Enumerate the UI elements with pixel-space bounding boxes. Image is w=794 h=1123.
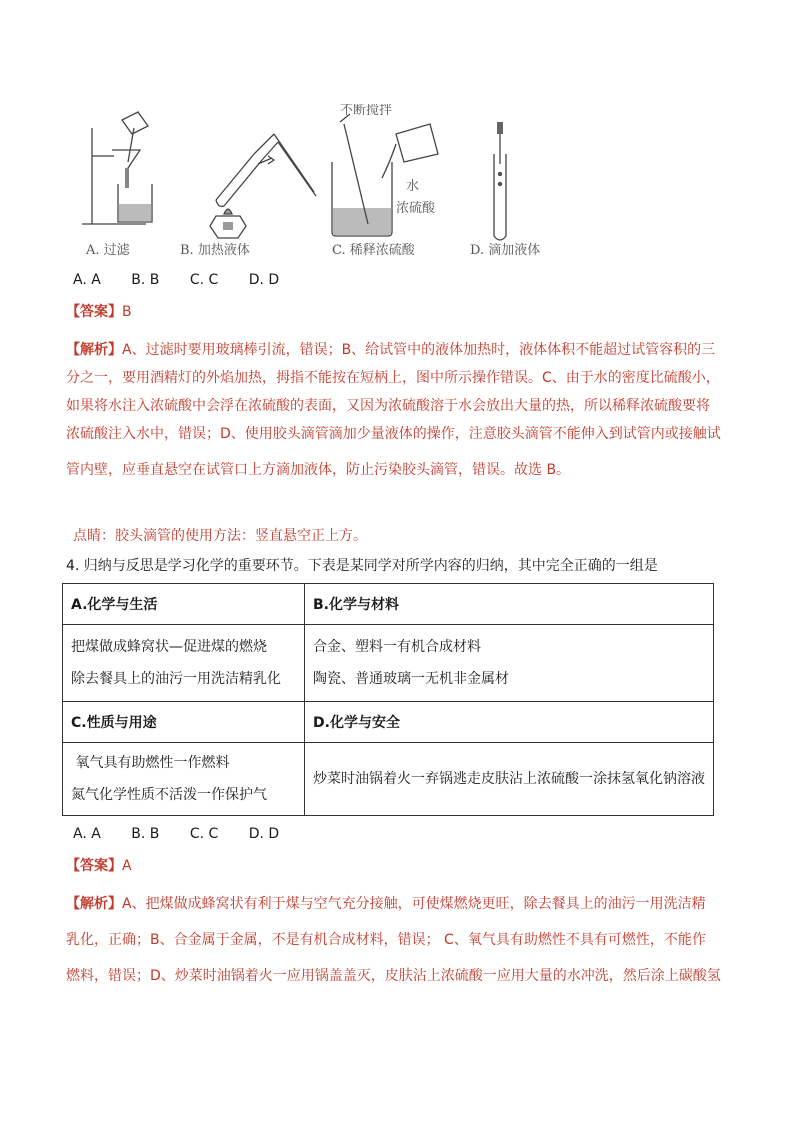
q4-cell-d-body — [305, 743, 714, 816]
q4-d-line-1: 炒菜时油锅着火一弃锅逃走皮肤沾上浓硫酸一涂抹氢氧化钠溶液 — [313, 771, 705, 787]
q4-c-line-2: 氮气化学性质不活泼一作保护气 — [71, 787, 267, 803]
caption-c: C. 稀释浓硫酸 — [332, 243, 415, 258]
q4-analysis-line-3: 燃料，错误；D、炒菜时油锅着火一应用锅盖盖灭，皮肤沾上浓硫酸一应用大量的水冲洗，然后涂上碳酸氢 — [66, 968, 721, 984]
q4-option-b: B. B — [131, 826, 160, 842]
q4-cell-b-body — [305, 625, 714, 702]
q4-analysis-line-1: A、把煤做成蜂窝状有利于煤与空气充分接触，可使煤燃烧更旺，除去餐具上的油污一用洗洁精 — [122, 896, 706, 912]
q3-options — [73, 270, 305, 290]
q3-analysis-line-3: 如果将水注入浓硫酸中会浮在浓硫酸的表面，又因为浓硫酸溶于水会放出大量的热，所以稀释浓硫酸要将 — [66, 398, 710, 414]
caption-a: A. 过滤 — [86, 243, 130, 258]
q4-c-line-1: 氧气具有助燃性一作燃料 — [71, 755, 230, 771]
q4-cell-b-title: B.化学与材料 — [305, 584, 714, 625]
figure-label-water: 水 — [406, 179, 420, 194]
heating-liquid-apparatus — [210, 134, 316, 238]
q4-cell-d-title: D.化学与安全 — [305, 702, 714, 743]
q3-option-a: A. A — [73, 272, 101, 288]
caption-d: D. 滴加液体 — [470, 243, 541, 258]
q4-option-d: D. D — [248, 826, 280, 842]
q4-cell-a-title: A.化学与生活 — [63, 584, 305, 625]
q3-analysis-line-1: A、过滤时要用玻璃棒引流，错误；B、给试管中的液体加热时，液体体积不能超过试管容积的三 — [122, 342, 716, 358]
figure-label-stir: 不断搅拌 — [340, 104, 393, 118]
q3-answer-value: B — [122, 304, 132, 320]
q4-stem: 4. 归纳与反思是学习化学的重要环节。下表是某同学对所学内容的归纳，其中完全正确的一组是 — [66, 558, 658, 574]
q4-a-line-1: 把煤做成蜂窝状—促进煤的燃烧 — [71, 639, 267, 655]
q4-option-c: C. C — [189, 826, 219, 842]
caption-b: B. 加热液体 — [180, 243, 250, 258]
q4-analysis-label: 【解析】 — [66, 896, 122, 912]
q3-analysis-line-4: 浓硫酸注入水中，错误；D、使用胶头滴管滴加少量液体的操作，注意胶头滴管不能伸入到试管内或接触试 — [66, 426, 721, 442]
q4-cell-c-body — [63, 743, 305, 816]
q4-cell-c-title: C.性质与用途 — [63, 702, 305, 743]
q3-option-d: D. D — [248, 272, 280, 288]
figure-label-acid: 浓硫酸 — [396, 201, 436, 216]
q4-b-line-1: 合金、塑料一有机合成材料 — [313, 639, 481, 655]
filtration-apparatus — [82, 112, 152, 224]
q3-option-c: C. C — [189, 272, 219, 288]
q4-analysis — [66, 894, 721, 986]
q4-b-line-2: 陶瓷、普通玻璃一无机非金属材 — [313, 671, 509, 687]
q4-answer-label: 【答案】 — [66, 858, 122, 874]
q4-a-line-2: 除去餐具上的油污一用洗洁精乳化 — [71, 671, 281, 687]
q4-option-a: A. A — [73, 826, 101, 842]
q3-analysis-label: 【解析】 — [66, 342, 122, 358]
q4-cell-a-body — [63, 625, 305, 702]
q3-analysis — [66, 340, 721, 480]
q3-analysis-line-5: 管内壁，应垂直悬空在试管口上方滴加液体，防止污染胶头滴管，错误。故选 B。 — [66, 462, 571, 478]
q3-answer — [66, 302, 132, 322]
lab-operations-figure — [78, 104, 558, 260]
q3-option-b: B. B — [131, 272, 160, 288]
q4-answer — [66, 856, 132, 876]
q4-options — [73, 824, 305, 844]
q4-answer-value: A — [122, 858, 132, 874]
q3-analysis-line-2: 分之一，要用酒精灯的外焰加热，拇指不能按在短柄上，图中所示操作错误。C、由于水的密度比硫酸小， — [66, 370, 720, 386]
q3-answer-label: 【答案】 — [66, 304, 122, 320]
dilution-apparatus — [332, 114, 438, 236]
q4-table — [62, 583, 714, 816]
q4-analysis-line-2: 乳化，正确；B、合金属于金属，不是有机合成材料，错误； C、氧气具有助燃性不具有可燃性，不能作 — [66, 932, 706, 948]
dropping-liquid-apparatus — [494, 122, 506, 240]
q3-tip: 点睛：胶头滴管的使用方法：竖直悬空正上方。 — [73, 528, 367, 544]
